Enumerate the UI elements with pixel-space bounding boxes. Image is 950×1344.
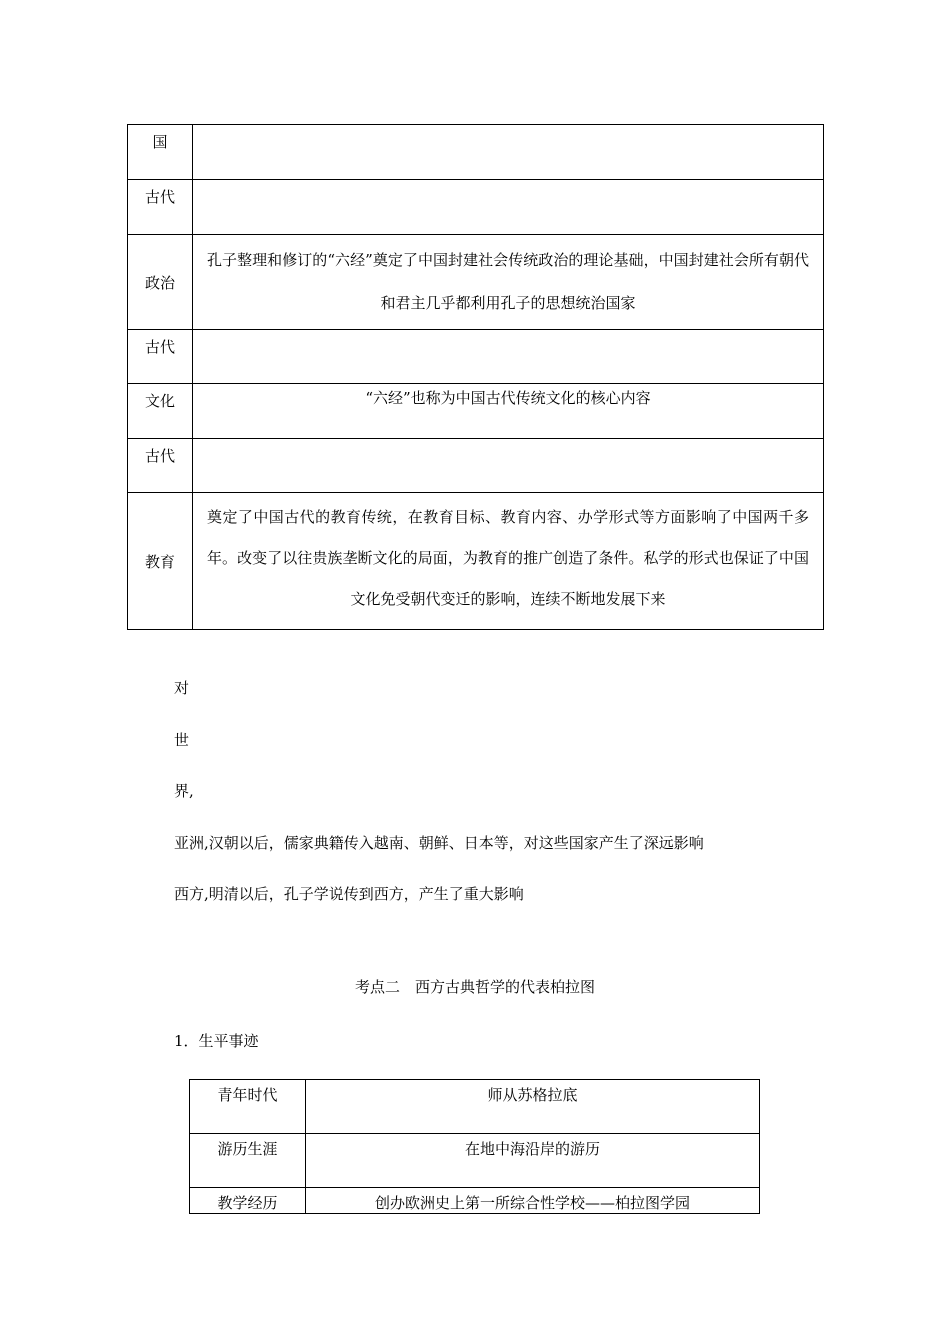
row-value [193, 180, 824, 235]
row-label: 古代 [128, 180, 193, 235]
row-value: 奠定了中国古代的教育传统，在教育目标、教育内容、办学形式等方面影响了中国两千多年。改变了以往贵族垄断文化的局面，为教育的推广创造了条件。私学的形式也保证了中国文化免受朝代变迁的影响，连续不断地发展下来 [193, 493, 824, 630]
world-asia-text: 亚洲,汉朝以后，儒家典籍传入越南、朝鲜、日本等，对这些国家产生了深远影响 [174, 834, 704, 852]
row-label: 古代 [128, 330, 193, 384]
world-west-text: 西方,明清以后，孔子学说传到西方，产生了重大影响 [174, 885, 524, 903]
world-char-shi: 世 [174, 731, 190, 749]
table-row [128, 493, 824, 630]
confucius-influence-table [127, 124, 824, 630]
row-label: 青年时代 [190, 1080, 306, 1134]
row-value [193, 439, 824, 493]
row-value: 在地中海沿岸的游历 [306, 1134, 760, 1188]
row-value: 师从苏格拉底 [306, 1080, 760, 1134]
table-row [128, 439, 824, 493]
row-label: 文化 [128, 384, 193, 439]
row-value: 孔子整理和修订的“六经”奠定了中国封建社会传统政治的理论基础，中国封建社会所有朝代和君主几乎都利用孔子的思想统治国家 [193, 235, 824, 330]
table-row [190, 1134, 760, 1188]
section-heading: 考点二 西方古典哲学的代表柏拉图 [354, 978, 595, 996]
plato-life-table [189, 1079, 760, 1214]
row-label: 政治 [128, 235, 193, 330]
row-label: 教学经历 [190, 1188, 306, 1214]
row-label: 教育 [128, 493, 193, 630]
table-row [128, 125, 824, 180]
subsection-heading: 1．生平事迹 [174, 1032, 259, 1050]
table-row [128, 180, 824, 235]
world-char-jie: 界, [174, 782, 194, 800]
table-row [128, 384, 824, 439]
row-value: 创办欧洲史上第一所综合性学校——柏拉图学园 [306, 1188, 760, 1214]
row-label: 游历生涯 [190, 1134, 306, 1188]
world-char-dui: 对 [174, 679, 190, 697]
table-row [190, 1188, 760, 1214]
table-row [128, 235, 824, 330]
row-value [193, 330, 824, 384]
row-value: “六经”也称为中国古代传统文化的核心内容 [193, 384, 824, 439]
row-label: 古代 [128, 439, 193, 493]
row-value [193, 125, 824, 180]
table-row [190, 1080, 760, 1134]
row-label: 国 [128, 125, 193, 180]
table-row [128, 330, 824, 384]
